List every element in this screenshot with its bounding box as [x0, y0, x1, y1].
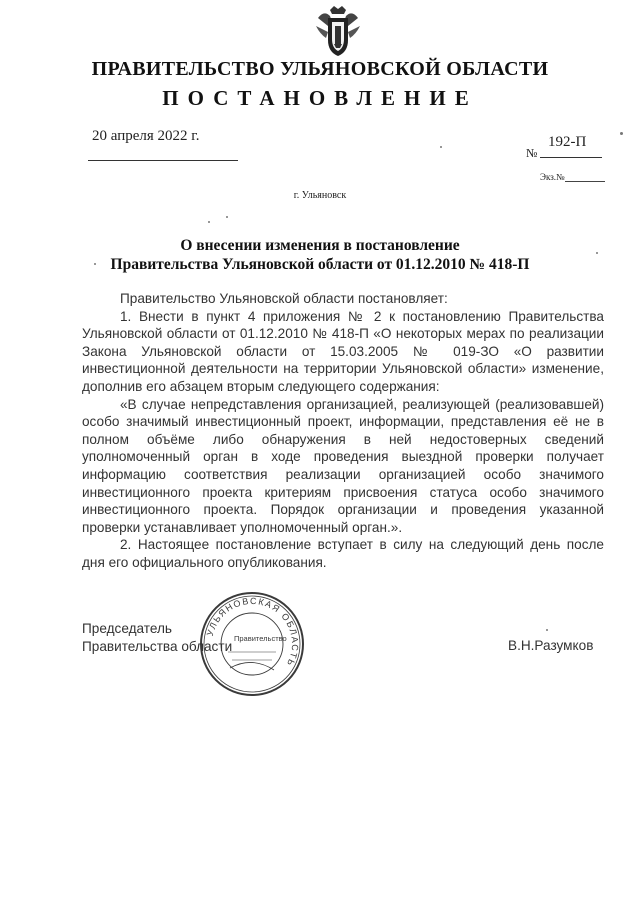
scan-speck — [208, 221, 210, 223]
body-intro: Правительство Ульяновской области постановляет: — [120, 291, 448, 306]
subject-line-2: Правительства Ульяновской области от 01.12.2010 № 418-П — [110, 256, 530, 273]
scan-speck — [94, 263, 96, 265]
signatory-title — [82, 620, 232, 656]
document-date: 20 апреля 2022 г. — [92, 128, 200, 144]
subject-line-1: О внесении изменения в постановление — [180, 237, 460, 254]
document-number: 192-П — [548, 134, 587, 150]
signatory-name: В.Н.Разумков — [508, 638, 594, 653]
scan-speck — [546, 629, 548, 631]
body-paragraph-1: 1. Внести в пункт 4 приложения № 2 к постановлению Правительства Ульяновской области от 01.12.2010 № 418-П «О некоторых мерах по реализации Закона Ульяновской области от 15.03.2005 № 019-ЗО «О развитии инвестиционной деятельности на территории Ульяновской области» изменение, дополнив его абзацем вторым следующего содержания: — [82, 308, 604, 394]
scan-speck — [596, 252, 598, 254]
city: г. Ульяновск — [293, 190, 347, 201]
body-quote: «В случае непредставления организацией, реализующей (реализовавшей) особо значимый инвестиционный проект, информации, представления её не в полном объёме либо обнаружения в ней недостоверных сведений уполномоченный орган в ходе проведения выездной проверки получает информацию соответствия реализации организацией особо значимого инвестиционного проекта критериям присвоения статуса особо значимого инвестиционного проекта. Порядок организации и проведения указанной проверки устанавливает уполномоченный орган.». — [82, 396, 604, 535]
coat-of-arms-icon — [310, 4, 366, 60]
scan-speck — [620, 132, 623, 135]
scan-speck — [440, 146, 442, 148]
document-subject — [60, 236, 580, 274]
number-sign: № — [526, 146, 538, 160]
number-underline — [540, 157, 602, 158]
document-type: ПОСТАНОВЛЕНИЕ — [162, 86, 478, 110]
date-underline — [88, 160, 238, 161]
copy-label: Экз.№ — [540, 172, 565, 182]
document-body — [82, 290, 604, 572]
organization-title: ПРАВИТЕЛЬСТВО УЛЬЯНОВСКОЙ ОБЛАСТИ — [91, 58, 549, 80]
signatory-title-line-2: Правительства области — [82, 639, 233, 654]
body-paragraph-2: 2. Настоящее постановление вступает в силу на следующий день после дня его официального опубликования. — [82, 537, 604, 570]
seal-center-text: Правительство — [234, 634, 287, 643]
copy-underline — [565, 181, 605, 182]
seal-outer-text: УЛЬЯНОВСКАЯ ОБЛАСТЬ — [204, 595, 301, 669]
scan-speck — [226, 216, 228, 218]
signatory-title-line-1: Председатель — [82, 621, 172, 636]
